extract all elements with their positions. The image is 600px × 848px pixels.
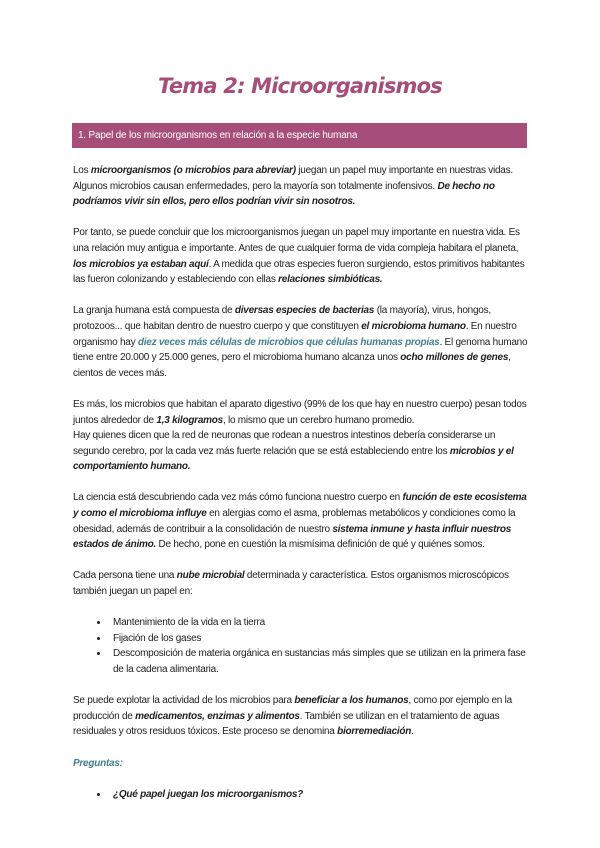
p4-bold-2: microbios y el comportamiento humano. xyxy=(73,445,514,473)
p6-text-1: Cada persona tiene una xyxy=(73,570,177,582)
p7-bold-2: medicamentos, enzimas y alimentos xyxy=(135,710,300,722)
p4-bold-1: 1,3 kilogramos xyxy=(156,414,223,426)
p2-text-1: Por tanto, se puede concluir que los microorganismos juegan un papel muy importante en nuestra vida. Es una relación muy antigua e importante. Antes de que cualquier forma de vida compleja habitara el planeta, xyxy=(73,227,520,254)
p3-text-4: . El genoma humano tiene entre 20.000 y 25.000 genes, pero el microbioma humano alcanza unos xyxy=(73,336,528,364)
p4-text-3: Hay quienes dicen que la red de neuronas que rodean a nuestros intestinos debería considerarse un segundo cerebro, por la cada vez más fuerte relación que se está estableciendo entre los xyxy=(73,430,496,457)
questions-list xyxy=(73,787,529,803)
p4-text-2: , lo mismo que un cerebro humano promedio. xyxy=(222,414,415,426)
p7-text-4: . xyxy=(411,726,414,738)
p7-text-2: , como por ejemplo en la producción de xyxy=(73,695,512,722)
list-item: • Fijación de los gases xyxy=(109,631,529,647)
list-item: • Descomposición de materia orgánica en sustancias más simples que se utilizan en la primera fase de la cadena alimentaria. xyxy=(109,646,529,677)
p3-bold-4: ocho millones de genes xyxy=(400,352,509,364)
paragraph-4 xyxy=(73,397,529,475)
section-banner: 1. Papel de los microorganismos en relación a la especie humana xyxy=(72,123,527,148)
p3-text-1: La granja humana está compuesta de xyxy=(73,305,235,317)
p5-text-3: De hecho, pone en cuestión la mismísima definición de qué y quiénes somos. xyxy=(156,539,485,551)
p3-bold-2: el microbioma humano xyxy=(361,320,466,332)
questions-heading-text: Preguntas: xyxy=(73,757,123,769)
p2-text-2: . A medida que otras especies fueron surgiendo, estos primitivos habitantes las fueron colonizando y estableciendo con ellas xyxy=(73,258,525,286)
p3-text-2: (la mayoría), virus, hongos, protozoos... que habitan dentro de nuestro cuerpo y que constituyen xyxy=(73,305,491,332)
p5-bold-2: sistema inmune y hasta influir nuestros estados de ánimo. xyxy=(73,523,512,551)
questions-heading xyxy=(73,756,529,772)
roles-list xyxy=(73,615,529,677)
p5-text-2: en alergias como el asma, problemas metabólicos y condiciones como la obesidad, además de contribuir a la consolidación de nuestro xyxy=(73,508,516,535)
p6-text-2: determinada y característica. Estos organismos microscópicos también juegan un papel en: xyxy=(73,570,509,598)
paragraph-1 xyxy=(73,163,529,210)
question-item xyxy=(109,787,529,803)
paragraph-6 xyxy=(73,568,529,599)
p4-text-1: Es más, los microbios que habitan el aparato digestivo (99% de los que hay en nuestro cuerpo) pesan todos juntos alrededor de xyxy=(73,398,527,426)
p1-bold-1: microorganismos (o microbios para abreviar) xyxy=(90,165,296,176)
paragraph-7 xyxy=(73,693,529,740)
p5-text-1: La ciencia está descubriendo cada vez más cómo funciona nuestro cuerpo en xyxy=(73,492,403,504)
document-body xyxy=(73,163,529,802)
p1-bold-2: De hecho no podríamos vivir sin ellos, pero ellos podrían vivir sin nosotros. xyxy=(73,180,495,208)
document-title: Tema 2: Microorganismos xyxy=(158,74,442,98)
p1-text-1: Los xyxy=(73,165,91,176)
p6-bold-1: nube microbial xyxy=(176,570,245,582)
question-text: ¿Qué papel juegan los microorganismos? xyxy=(113,788,303,800)
paragraph-3 xyxy=(73,303,529,381)
p1-text-2: juegan un papel muy importante en nuestras vidas. Algunos microbios causan enfermedades, pero la mayoría son totalmente inofensivos. xyxy=(73,165,513,192)
p7-bold-1: beneficiar a los humanos xyxy=(294,695,409,707)
p5-bold-1: función de este ecosistema y como el microbioma influye xyxy=(73,492,527,520)
p3-bold-teal: diez veces más células de microbios que células humanas propias xyxy=(137,336,440,348)
p3-text-3: . En nuestro organismo hay xyxy=(73,320,517,348)
p3-text-5: , cientos de veces más. xyxy=(73,352,511,379)
p7-bold-3: biorremediación xyxy=(337,726,412,738)
p2-bold-2: relaciones simbióticas. xyxy=(278,274,383,286)
p2-bold-1: los microbios ya estaban aquí xyxy=(73,258,209,270)
list-item: • Mantenimiento de la vida en la tierra xyxy=(109,615,529,631)
paragraph-2 xyxy=(73,225,529,287)
p3-bold-1: diversas especies de bacterias xyxy=(234,305,375,317)
p7-text-3: . También se utilizan en el tratamiento de aguas residuales y otros residuos tóxicos. Este proceso se denomina xyxy=(73,710,500,738)
paragraph-5 xyxy=(73,490,529,552)
p7-text-1: Se puede explotar la actividad de los microbios para xyxy=(73,695,295,707)
